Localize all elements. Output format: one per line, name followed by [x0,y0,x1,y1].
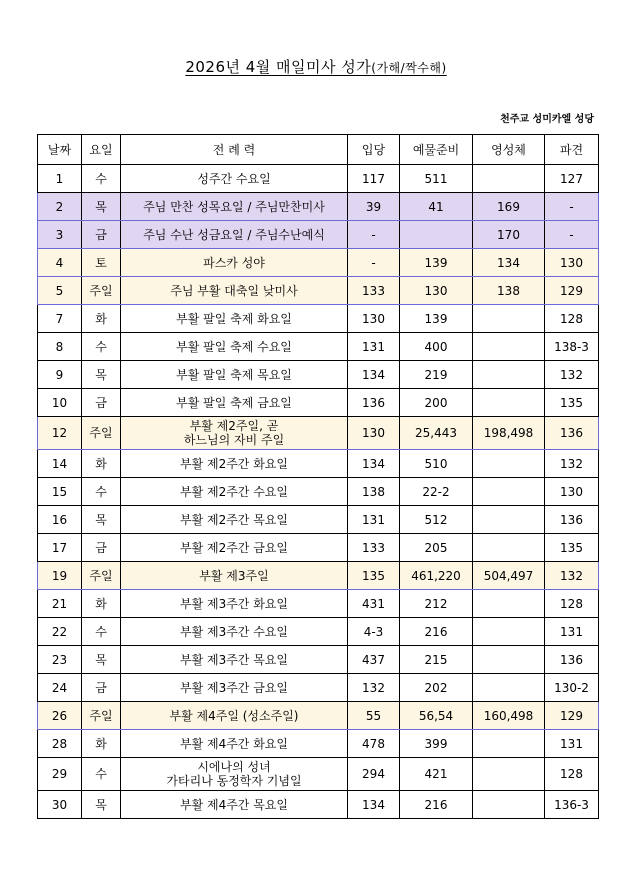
communion-cell: 134 [473,249,545,277]
offertory-cell: 216 [400,791,473,819]
day-cell: 금 [82,221,121,249]
table-row [38,730,599,758]
sending-cell: 135 [545,389,599,417]
communion-cell [473,361,545,389]
date-cell: 10 [38,389,82,417]
header-liturgy: 전 례 력 [121,135,348,165]
liturgy-cell: 부활 제2주간 목요일 [121,506,348,534]
day-cell: 목 [82,791,121,819]
liturgy-cell: 부활 제4주간 목요일 [121,791,348,819]
sending-cell: 136 [545,506,599,534]
offertory-cell: 139 [400,249,473,277]
liturgy-cell: 부활 제2주간 화요일 [121,450,348,478]
date-cell: 4 [38,249,82,277]
liturgy-cell: 부활 팔일 축제 금요일 [121,389,348,417]
table-row [38,450,599,478]
offertory-cell: 512 [400,506,473,534]
table-row [38,221,599,249]
entrance-cell: 131 [348,333,400,361]
entrance-cell: 138 [348,478,400,506]
sending-cell: 129 [545,277,599,305]
day-cell: 주일 [82,277,121,305]
communion-cell [473,478,545,506]
header-entrance: 입당 [348,135,400,165]
sending-cell: 132 [545,361,599,389]
liturgy-cell: 부활 제4주일 (성소주일) [121,702,348,730]
day-cell: 수 [82,758,121,791]
communion-cell [473,305,545,333]
date-cell: 23 [38,646,82,674]
table-row [38,478,599,506]
day-cell: 주일 [82,417,121,450]
liturgy-cell: 파스카 성야 [121,249,348,277]
offertory-cell: 510 [400,450,473,478]
entrance-cell: 135 [348,562,400,590]
offertory-cell: 130 [400,277,473,305]
sending-cell: 135 [545,534,599,562]
liturgy-line-2: 하느님의 자비 주일 [183,433,285,447]
liturgy-cell: 부활 제3주일 [121,562,348,590]
entrance-cell: 39 [348,193,400,221]
entrance-cell: 133 [348,534,400,562]
day-cell: 금 [82,389,121,417]
sending-cell: 132 [545,450,599,478]
entrance-cell: 134 [348,450,400,478]
table-row [38,165,599,193]
communion-cell [473,618,545,646]
offertory-cell: 215 [400,646,473,674]
sending-cell: 130-2 [545,674,599,702]
communion-cell [473,674,545,702]
day-cell: 수 [82,478,121,506]
date-cell: 5 [38,277,82,305]
day-cell: 목 [82,646,121,674]
table-row [38,702,599,730]
date-cell: 12 [38,417,82,450]
table-row [38,361,599,389]
day-cell: 금 [82,674,121,702]
liturgy-cell: 부활 팔일 축제 화요일 [121,305,348,333]
table-row [38,534,599,562]
day-cell: 화 [82,450,121,478]
table-row [38,389,599,417]
date-cell: 8 [38,333,82,361]
day-cell: 목 [82,361,121,389]
communion-cell [473,758,545,791]
liturgy-cell: 부활 제3주간 화요일 [121,590,348,618]
day-cell: 화 [82,590,121,618]
entrance-cell: - [348,249,400,277]
date-cell: 24 [38,674,82,702]
liturgy-cell: 부활 제3주간 수요일 [121,618,348,646]
entrance-cell: 431 [348,590,400,618]
communion-cell: 169 [473,193,545,221]
date-cell: 14 [38,450,82,478]
table-row [38,562,599,590]
entrance-cell: 294 [348,758,400,791]
liturgy-cell: 주님 수난 성금요일 / 주님수난예식 [121,221,348,249]
offertory-cell: 399 [400,730,473,758]
offertory-cell: 216 [400,618,473,646]
table-row [38,674,599,702]
liturgy-cell: 주님 만찬 성목요일 / 주님만찬미사 [121,193,348,221]
table-row [38,590,599,618]
table-row [38,249,599,277]
date-cell: 21 [38,590,82,618]
day-cell: 주일 [82,562,121,590]
entrance-cell: 4-3 [348,618,400,646]
sending-cell: 129 [545,702,599,730]
communion-cell [473,450,545,478]
offertory-cell: 212 [400,590,473,618]
liturgy-cell: 성주간 수요일 [121,165,348,193]
header-offertory: 예물준비 [400,135,473,165]
date-cell: 16 [38,506,82,534]
communion-cell [473,646,545,674]
sending-cell: - [545,193,599,221]
date-cell: 9 [38,361,82,389]
header-day: 요일 [82,135,121,165]
sending-cell: 127 [545,165,599,193]
entrance-cell: - [348,221,400,249]
date-cell: 1 [38,165,82,193]
table-row [38,791,599,819]
offertory-cell: 421 [400,758,473,791]
offertory-cell: 56,54 [400,702,473,730]
header-communion: 영성체 [473,135,545,165]
header-sending: 파견 [545,135,599,165]
offertory-cell: 219 [400,361,473,389]
liturgy-cell: 부활 제2주간 수요일 [121,478,348,506]
sending-cell: 136 [545,646,599,674]
communion-cell [473,389,545,417]
date-cell: 7 [38,305,82,333]
entrance-cell: 131 [348,506,400,534]
sending-cell: 131 [545,618,599,646]
sending-cell: 128 [545,758,599,791]
offertory-cell: 41 [400,193,473,221]
offertory-cell: 400 [400,333,473,361]
communion-cell: 138 [473,277,545,305]
offertory-cell: 22-2 [400,478,473,506]
liturgy-cell: 주님 부활 대축일 낮미사 [121,277,348,305]
offertory-cell: 200 [400,389,473,417]
liturgy-cell: 부활 제4주간 화요일 [121,730,348,758]
sending-cell: 130 [545,249,599,277]
communion-cell: 504,497 [473,562,545,590]
table-row [38,277,599,305]
liturgy-cell: 부활 제3주간 목요일 [121,646,348,674]
liturgy-cell [121,758,348,791]
communion-cell [473,791,545,819]
sending-cell: 138-3 [545,333,599,361]
sending-cell: 128 [545,590,599,618]
table-row [38,305,599,333]
communion-cell [473,506,545,534]
day-cell: 화 [82,730,121,758]
liturgy-cell: 부활 제3주간 금요일 [121,674,348,702]
date-cell: 22 [38,618,82,646]
table-row [38,506,599,534]
date-cell: 28 [38,730,82,758]
offertory-cell: 25,443 [400,417,473,450]
table-row [38,618,599,646]
sending-cell: 128 [545,305,599,333]
day-cell: 목 [82,506,121,534]
sending-cell: 132 [545,562,599,590]
communion-cell [473,590,545,618]
offertory-cell [400,221,473,249]
day-cell: 화 [82,305,121,333]
sending-cell: 136 [545,417,599,450]
offertory-cell: 511 [400,165,473,193]
table-header-row [38,135,599,165]
entrance-cell: 55 [348,702,400,730]
entrance-cell: 133 [348,277,400,305]
header-date: 날짜 [38,135,82,165]
offertory-cell: 461,220 [400,562,473,590]
day-cell: 수 [82,618,121,646]
communion-cell: 198,498 [473,417,545,450]
table-row [38,333,599,361]
communion-cell: 160,498 [473,702,545,730]
date-cell: 19 [38,562,82,590]
offertory-cell: 202 [400,674,473,702]
title-subtitle: (가해/짝수해) [371,61,447,75]
day-cell: 목 [82,193,121,221]
date-cell: 17 [38,534,82,562]
hymn-table [37,134,599,819]
day-cell: 수 [82,165,121,193]
day-cell: 토 [82,249,121,277]
day-cell: 수 [82,333,121,361]
date-cell: 3 [38,221,82,249]
church-name: 천주교 성미카엘 성당 [500,114,594,125]
offertory-cell: 139 [400,305,473,333]
entrance-cell: 134 [348,361,400,389]
liturgy-line-1: 시에나의 성녀 [197,760,271,774]
table-row [38,417,599,450]
day-cell: 주일 [82,702,121,730]
entrance-cell: 478 [348,730,400,758]
liturgy-cell: 부활 팔일 축제 목요일 [121,361,348,389]
sending-cell: 130 [545,478,599,506]
page-title [0,56,632,77]
table-row [38,758,599,791]
communion-cell [473,333,545,361]
entrance-cell: 117 [348,165,400,193]
entrance-cell: 437 [348,646,400,674]
date-cell: 29 [38,758,82,791]
table-row [38,193,599,221]
liturgy-line-2: 가타리나 동정학자 기념일 [166,774,302,788]
offertory-cell: 205 [400,534,473,562]
entrance-cell: 130 [348,417,400,450]
liturgy-line-1: 부활 제2주일, 곧 [189,419,279,433]
date-cell: 15 [38,478,82,506]
entrance-cell: 132 [348,674,400,702]
entrance-cell: 136 [348,389,400,417]
title-main: 2026년 4월 매일미사 성가 [185,58,372,76]
sending-cell: 131 [545,730,599,758]
entrance-cell: 134 [348,791,400,819]
liturgy-cell: 부활 제2주간 금요일 [121,534,348,562]
date-cell: 30 [38,791,82,819]
communion-cell [473,534,545,562]
date-cell: 26 [38,702,82,730]
communion-cell [473,730,545,758]
table-row [38,646,599,674]
day-cell: 금 [82,534,121,562]
liturgy-cell: 부활 팔일 축제 수요일 [121,333,348,361]
entrance-cell: 130 [348,305,400,333]
communion-cell: 170 [473,221,545,249]
liturgy-cell [121,417,348,450]
communion-cell [473,165,545,193]
sending-cell: - [545,221,599,249]
sending-cell: 136-3 [545,791,599,819]
date-cell: 2 [38,193,82,221]
